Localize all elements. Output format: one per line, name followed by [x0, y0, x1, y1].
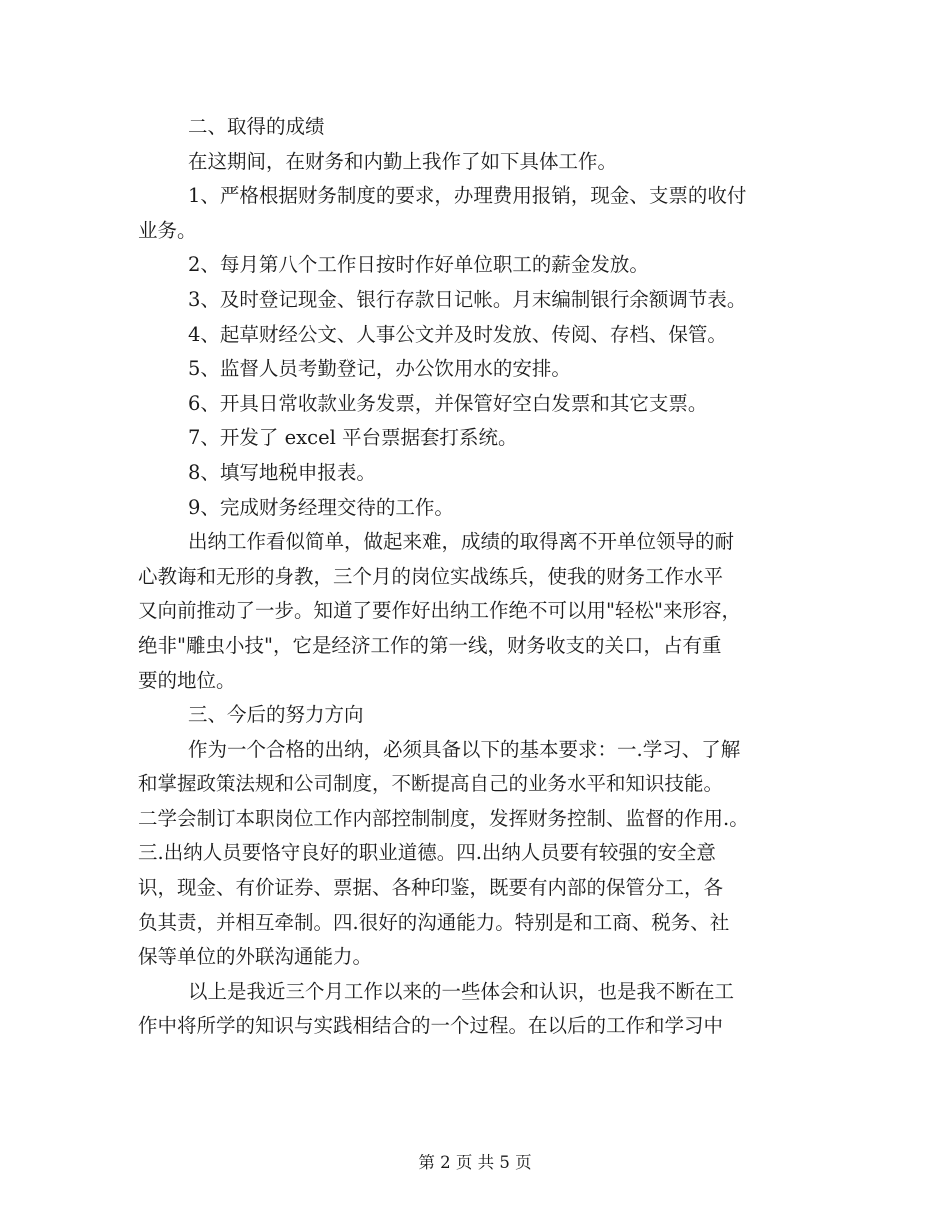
list-item-2: 2、每月第八个工作日按时作好单位职工的薪金发放。 [188, 253, 649, 277]
list-item-4: 4、起草财经公文、人事公文并及时发放、传阅、存档、保管。 [188, 322, 727, 346]
paragraph-line: 心教诲和无形的身教，三个月的岗位实战练兵，使我的财务工作水平 [138, 564, 724, 588]
paragraph-line: 和掌握政策法规和公司制度，不断提高自己的业务水平和知识技能。 [138, 772, 724, 796]
paragraph-line: 负其责，并相互牵制。四.很好的沟通能力。特别是和工商、税务、社 [138, 910, 730, 934]
paragraph-line: 保等单位的外联沟通能力。 [138, 945, 373, 969]
list-item-9: 9、完成财务经理交待的工作。 [188, 495, 454, 519]
section-heading-achievements: 二、取得的成绩 [188, 115, 325, 138]
paragraph-line: 又向前推动了一步。知道了要作好出纳工作绝不可以用"轻松"来形容， [138, 599, 741, 623]
list-item-7: 7、开发了 excel 平台票据套打系统。 [188, 426, 518, 450]
list-item-1: 1、严格根据财务制度的要求，办理费用报销，现金、支票的收付 [188, 184, 747, 208]
list-item-3: 3、及时登记现金、银行存款日记帐。月末编制银行余额调节表。 [188, 287, 747, 311]
paragraph-line: 在这期间，在财务和内勤上我作了如下具体工作。 [188, 149, 618, 173]
paragraph-line: 二学会制订本职岗位工作内部控制制度，发挥财务控制、监督的作用.。 [138, 806, 749, 830]
paragraph-line: 作中将所学的知识与实践相结合的一个过程。在以后的工作和学习中 [138, 1014, 724, 1038]
section-heading-future-direction: 三、今后的努力方向 [188, 703, 364, 727]
list-item-8: 8、填写地税申报表。 [188, 460, 376, 484]
list-item-6: 6、开具日常收款业务发票，并保管好空白发票和其它支票。 [188, 391, 708, 415]
paragraph-line: 识，现金、有价证券、票据、各种印鉴，既要有内部的保管分工，各 [138, 876, 724, 900]
document-body [138, 110, 818, 1044]
paragraph-line: 以上是我近三个月工作以来的一些体会和认识，也是我不断在工 [188, 979, 735, 1003]
paragraph-line: 三.出纳人员要恪守良好的职业道德。四.出纳人员要有较强的安全意 [138, 841, 716, 865]
page-number-footer: 第 2 页 共 5 页 [418, 1153, 532, 1172]
list-item-1-continuation: 业务。 [138, 218, 197, 242]
paragraph-line: 出纳工作看似简单，做起来难，成绩的取得离不开单位领导的耐 [188, 530, 735, 554]
paragraph-line: 绝非"雕虫小技"，它是经济工作的第一线，财务收支的关口，占有重 [138, 633, 722, 657]
paragraph-line: 作为一个合格的出纳，必须具备以下的基本要求：一.学习、了解 [188, 737, 741, 761]
paragraph-line: 要的地位。 [138, 668, 236, 692]
list-item-5: 5、监督人员考勤登记，办公饮用水的安排。 [188, 357, 571, 381]
